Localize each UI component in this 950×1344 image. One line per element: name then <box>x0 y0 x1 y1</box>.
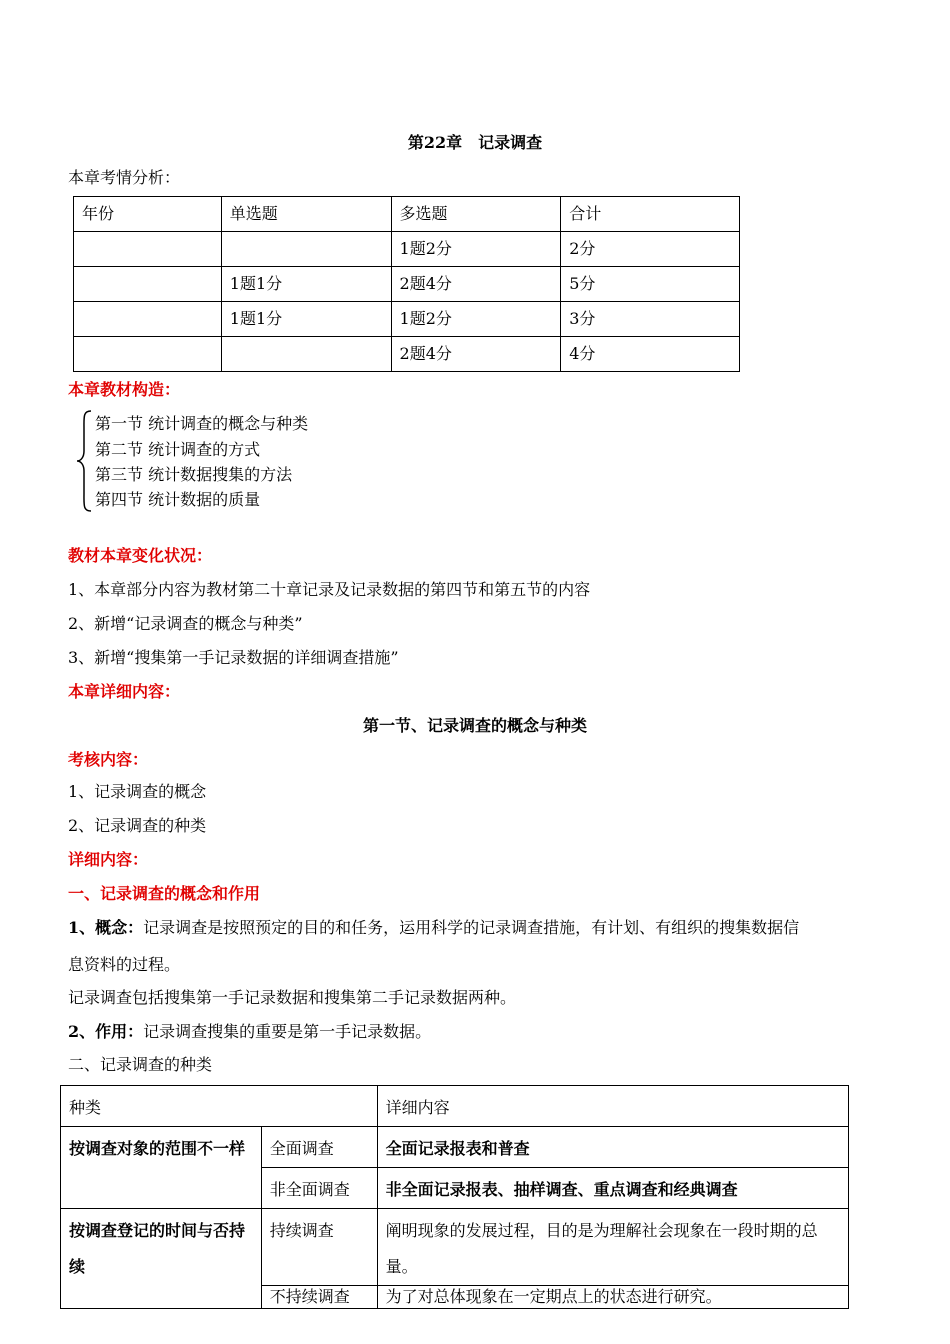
structure-item: 第四节 统计数据的质量 <box>95 490 261 509</box>
table-cell: 5分 <box>561 267 740 302</box>
header-multi: 多选题 <box>391 197 561 232</box>
change-item: 3、新增“搜集第一手记录数据的详细调查措施” <box>68 648 399 667</box>
type-cell: 持续调查 <box>261 1209 377 1286</box>
table-cell: 2分 <box>561 232 740 267</box>
table-row <box>61 1127 849 1168</box>
concept-paragraph <box>68 918 799 938</box>
detail-cell: 全面记录报表和普查 <box>377 1127 848 1168</box>
specific-label: 详细内容： <box>68 850 149 869</box>
structure-item: 第二节 统计调查的方式 <box>95 440 261 459</box>
table-header-row <box>74 197 740 232</box>
role-paragraph <box>68 1022 431 1042</box>
detail-cell: 非全面记录报表、抽样调查、重点调查和经典调查 <box>377 1168 848 1209</box>
structure-item: 第一节 统计调查的概念与种类 <box>95 414 309 433</box>
heading-kinds: 二、记录调查的种类 <box>68 1055 213 1074</box>
brace-icon <box>75 409 93 513</box>
structure-label: 本章教材构造： <box>68 380 181 399</box>
header-year: 年份 <box>74 197 222 232</box>
role-text: 记录调查搜集的重要是第一手记录数据。 <box>143 1022 432 1041</box>
concept-text-extra: 记录调查包括搜集第一手记录数据和搜集第二手记录数据两种。 <box>68 988 517 1007</box>
survey-kinds-table <box>60 1085 849 1309</box>
table-row <box>61 1209 849 1286</box>
exam-content-item: 2、记录调查的种类 <box>68 816 207 835</box>
header-kind: 种类 <box>61 1086 378 1127</box>
table-cell: 3分 <box>561 302 740 337</box>
table-cell <box>74 302 222 337</box>
category-cell: 按调查登记的时间与否持续 <box>61 1209 262 1309</box>
detail-cell: 阐明现象的发展过程，目的是为理解社会现象在一段时期的总量。 <box>377 1209 848 1286</box>
table-cell: 2题4分 <box>391 267 561 302</box>
table-cell <box>74 232 222 267</box>
table-cell <box>221 232 391 267</box>
exam-content-item: 1、记录调查的概念 <box>68 782 207 801</box>
table-cell: 1题2分 <box>391 232 561 267</box>
exam-content-label: 考核内容： <box>68 750 149 769</box>
category-cell: 按调查对象的范围不一样 <box>61 1127 262 1209</box>
header-total: 合计 <box>561 197 740 232</box>
header-single: 单选题 <box>221 197 391 232</box>
heading-concept-role: 一、记录调查的概念和作用 <box>68 884 261 903</box>
detail-label: 本章详细内容： <box>68 682 181 701</box>
type-cell: 全面调查 <box>261 1127 377 1168</box>
page-title: 第22章 记录调查 <box>407 133 543 152</box>
table-cell <box>221 337 391 372</box>
changes-label: 教材本章变化状况： <box>68 546 213 565</box>
section-title: 第一节、记录调查的概念与种类 <box>362 716 587 735</box>
change-item: 2、新增“记录调查的概念与种类” <box>68 614 303 633</box>
table-cell <box>74 337 222 372</box>
table-row <box>74 232 740 267</box>
table-cell: 4分 <box>561 337 740 372</box>
table-row <box>74 267 740 302</box>
role-label: 2、作用： <box>68 1022 144 1041</box>
table-cell: 2题4分 <box>391 337 561 372</box>
table-cell: 1题2分 <box>391 302 561 337</box>
table-cell: 1题1分 <box>221 267 391 302</box>
table-row <box>74 302 740 337</box>
table-cell <box>74 267 222 302</box>
table-row <box>74 337 740 372</box>
header-detail: 详细内容 <box>377 1086 848 1127</box>
structure-item: 第三节 统计数据搜集的方法 <box>95 465 293 484</box>
exam-analysis-label: 本章考情分析： <box>68 168 181 187</box>
table-header-row <box>61 1086 849 1127</box>
exam-analysis-table <box>73 196 740 372</box>
structure-list <box>75 409 355 513</box>
type-cell: 非全面调查 <box>261 1168 377 1209</box>
change-item: 1、本章部分内容为教材第二十章记录及记录数据的第四节和第五节的内容 <box>68 580 591 599</box>
table-cell: 1题1分 <box>221 302 391 337</box>
concept-text: 记录调查是按照预定的目的和任务，运用科学的记录调查措施，有计划、有组织的搜集数据信 <box>143 918 800 937</box>
detail-cell: 为了对总体现象在一定期点上的状态进行研究。 <box>377 1286 848 1309</box>
type-cell: 不持续调查 <box>261 1286 377 1309</box>
concept-text-cont: 息资料的过程。 <box>68 955 181 974</box>
concept-label: 1、概念： <box>68 918 144 937</box>
